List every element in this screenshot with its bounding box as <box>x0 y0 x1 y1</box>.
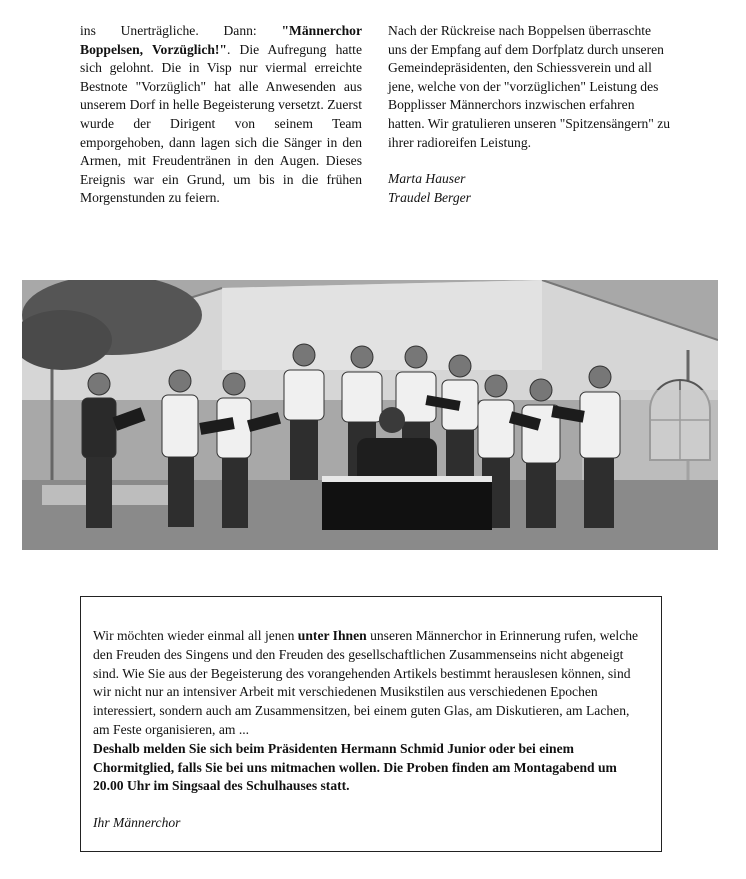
article-signature <box>388 170 673 207</box>
membership-notice-box <box>80 596 662 852</box>
article-left-column <box>80 22 362 208</box>
article-text-segment: . Die Aufregung hatte sich gelohnt. Die in Visp nur viermal erreichte Bestnote "Vorzüglich" hat alle Anwesenden aus unserem Dorf in helle Begeisterung versetzt. Zuerst wurde der Dirigent von seinem Team emporgehoben, dann lagen sich die Sänger in den Armen, mit Freudentränen in den Augen. Dieses Ereignis war ein Grund, um bis in die frühen Morgenstunden zu feiern. <box>80 41 362 206</box>
notice-intro: Wir möchten wieder einmal all jenen <box>93 628 298 643</box>
article-left-paragraph <box>80 22 362 208</box>
article-right-column <box>388 22 673 207</box>
choir-photo <box>22 280 718 550</box>
article-right-paragraph: Nach der Rückreise nach Boppelsen überraschte uns der Empfang auf dem Dorfplatz durch unseren Gemeindepräsidenten, den Schiessverein und all jene, welche von der "vorzüglichen" Leistung des Bopplisser Männerchors inzwischen erfahren hatten. Wir gratulieren unseren "Spitzensängern" zu ihrer radioreifen Leistung. <box>388 23 671 150</box>
signature-author-2: Traudel Berger <box>388 189 471 205</box>
signature-author-1: Marta Hauser <box>388 171 466 187</box>
notice-body: unseren Männerchor in Erinnerung rufen, welche den Freuden des Singens und den Freuden des gesellschaftlichen Zusammenseins nicht abgeneigt sind. Wie Sie aus der Begeisterung des vorangehenden Artikels bestimmt herauslesen können, sind wir nicht nur an intensiver Arbeit mit verschiedenen Musikstilen aus verschiedenen Epochen interessiert, sondern auch am Zusammensitzen, bei einem guten Glas, am Diskutieren, am Lachen, am Feste organisieren, am ... <box>93 628 639 737</box>
choir-photo-illustration <box>22 280 718 550</box>
article-text-segment: ins Unerträgliche. Dann: <box>80 23 282 38</box>
notice-paragraph <box>93 627 649 796</box>
notice-emphasis: unter Ihnen <box>297 628 367 643</box>
article-headline-quote: "Männerchor Boppelsen, Vorzüglich!" <box>80 23 362 57</box>
notice-sign-off: Ihr Männerchor <box>93 815 181 831</box>
notice-call-to-action: Deshalb melden Sie sich beim Präsidenten Hermann Schmid Junior oder bei einem Chormitglied, falls Sie bei uns mitmachen wollen. Die Proben finden am Montagabend um 20.00 Uhr im Singsaal des Schulhauses statt. <box>93 740 617 794</box>
